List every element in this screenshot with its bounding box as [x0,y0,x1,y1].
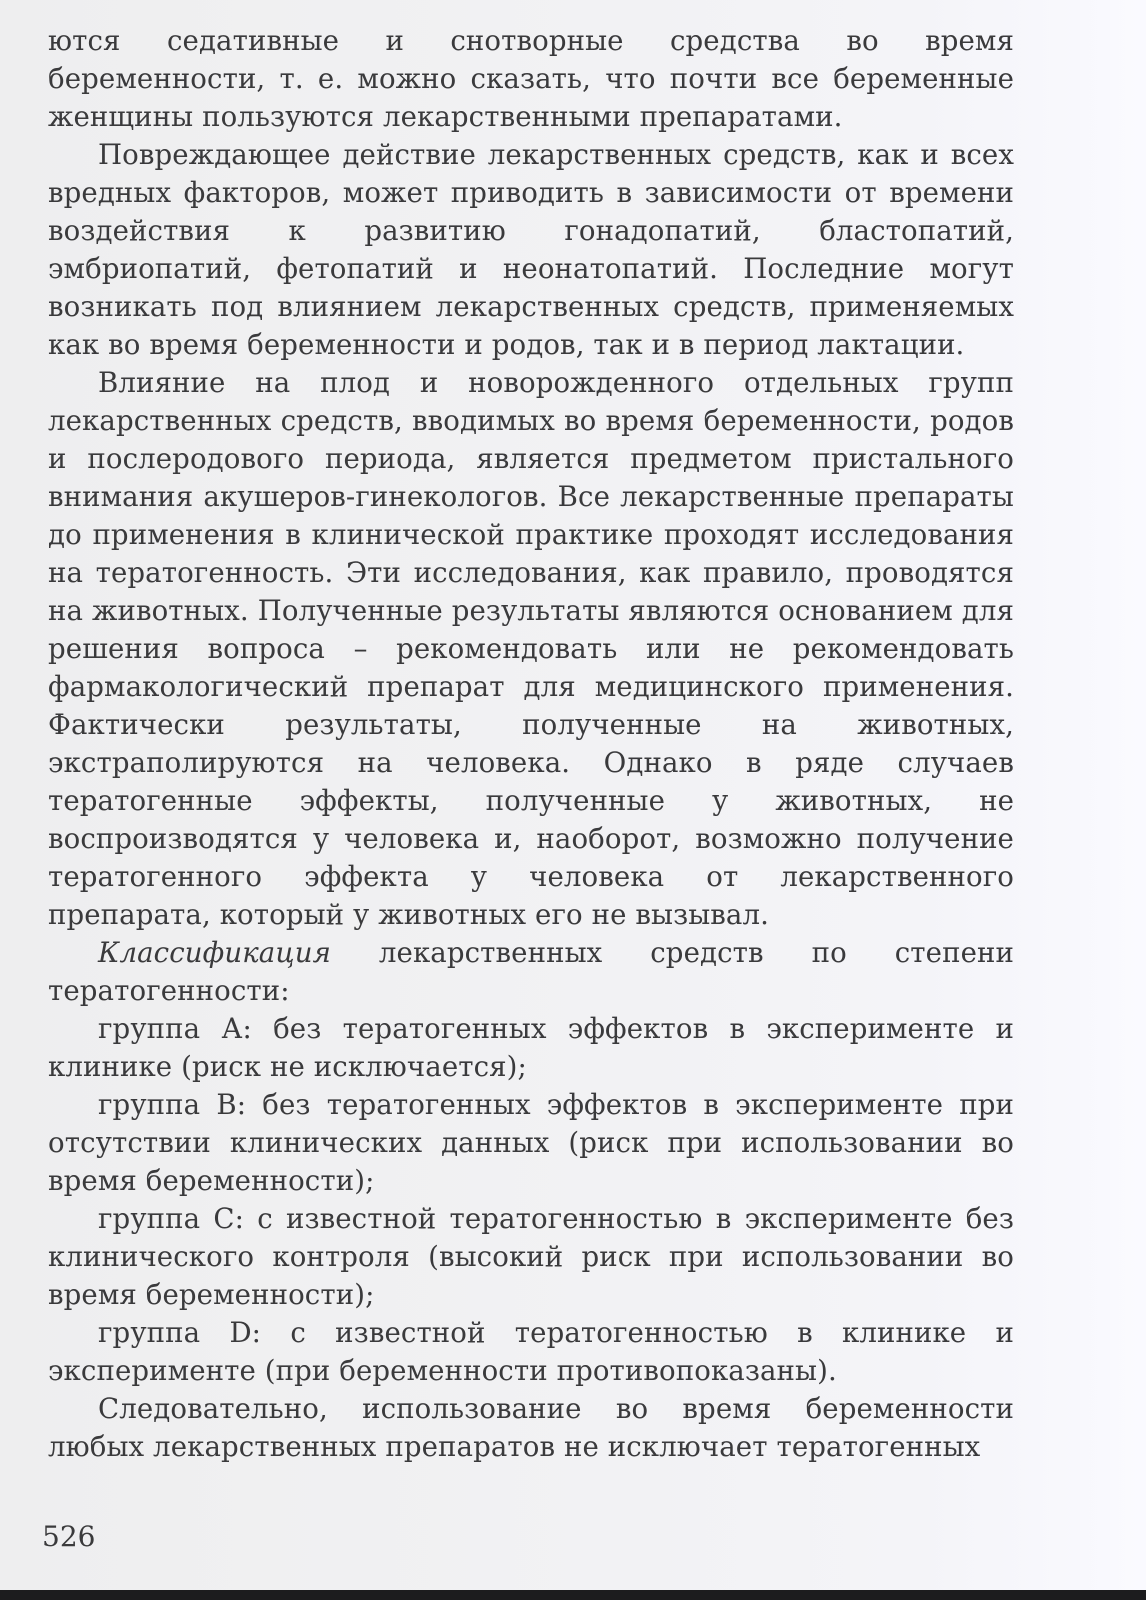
classification-intro [48,934,1014,1010]
text-column [48,22,1014,1466]
group-b-item: группа В: без тератогенных эффектов в эксперименте при отсутствии клинических данных (риск при использовании во время беременности); [48,1088,1014,1197]
paragraph-continuation: ются седативные и снотворные средства во время беременности, т. е. можно сказать, что почти все беременные женщины пользуются лекарственными препаратами. [48,24,1014,133]
group-d-item: группа D: с известной тератогенностью в клинике и эксперименте (при беременности противопоказаны). [48,1316,1014,1387]
paragraph-conclusion: Следовательно, использование во время беременности любых лекарственных препаратов не исключает тератогенных [48,1392,1014,1463]
classification-rest: лекарственных средств по степени тератогенности: [48,936,1014,1007]
classification-term: Классификация [98,936,331,969]
paragraph-damaging-effects: Повреждающее действие лекарственных средств, как и всех вредных факторов, может приводить в зависимости от времени воздействия к развитию гонадопатий, бластопатий, эмбриопатий, фетопатий и неонатопатий. Последние могут возникать под влиянием лекарственных средств, применяемых как во время беременности и родов, так и в период лактации. [48,138,1014,361]
scan-bottom-edge [0,1590,1146,1600]
group-a-item: группа А: без тератогенных эффектов в эксперименте и клинике (риск не исключается); [48,1012,1014,1083]
group-c-item: группа С: с известной тератогенностью в эксперименте без клинического контроля (высокий риск при использовании во время беременности); [48,1202,1014,1311]
paragraph-influence-on-fetus: Влияние на плод и новорожденного отдельных групп лекарственных средств, вводимых во время беременности, родов и послеродового периода, является предметом пристального внимания акушеров-гинекологов. Все лекарственные препараты до применения в клинической практике проходят исследования на тератогенность. Эти исследования, как правило, проводятся на животных. Полученные результаты являются основанием для решения вопроса – рекомендовать или не рекомендовать фармакологический препарат для медицинского применения. Фактически результаты, полученные на животных, экстраполируются на человека. Однако в ряде случаев тератогенные эффекты, полученные у животных, не воспроизводятся у человека и, наоборот, возможно получение тератогенного эффекта у человека от лекарственного препарата, который у животных его не вызывал. [48,366,1014,931]
page-number: 526 [42,1520,96,1553]
